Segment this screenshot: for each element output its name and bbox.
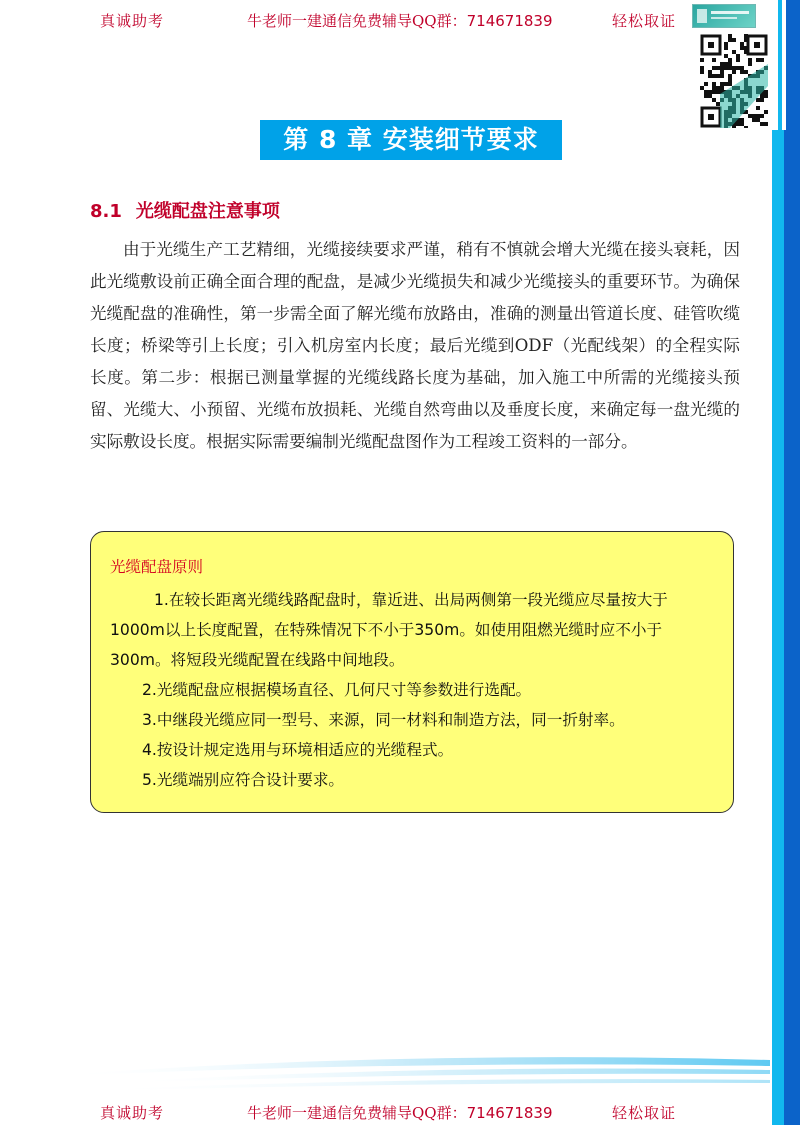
- principle-item-3: 3.中继段光缆应同一型号、来源，同一材料和制造方法，同一折射率。: [142, 711, 625, 729]
- swoosh-decoration: [0, 1030, 770, 1100]
- principle-item-2: 2.光缆配盘应根据模场直径、几何尺寸等参数进行选配。: [142, 681, 532, 699]
- principles-list: [110, 585, 716, 795]
- section-heading: [90, 197, 280, 223]
- section-title-text: 光缆配盘注意事项: [135, 201, 280, 222]
- stripe-dark: [784, 130, 800, 1125]
- page-header: [0, 4, 780, 34]
- logo-badge-icon: [692, 4, 756, 28]
- header-right-text: 轻松取证: [612, 12, 677, 30]
- stripe-light: [772, 130, 784, 1125]
- stripe-dark-top: [786, 0, 800, 130]
- footer-left-text: 真诚助考: [100, 1104, 165, 1122]
- footer-middle-text: 牛老师一建通信免费辅导QQ群：: [247, 1104, 467, 1122]
- header-qq-number: 714671839: [466, 12, 553, 30]
- principle-item-5: 5.光缆端别应符合设计要求。: [142, 771, 345, 789]
- header-middle: [247, 10, 553, 31]
- section-number: 8.1: [90, 201, 122, 222]
- chapter-title: 第 8 章 安装细节要求: [260, 120, 562, 160]
- principle-item-1: 1.在较长距离光缆线路配盘时，靠近进、出局两侧第一段光缆应尽量按大于1000m以上长度配置，在特殊情况下不小于350m。如使用阻燃光缆时应不小于300m。将短段光缆配置在线路中间地段。: [110, 591, 668, 669]
- page-footer: [0, 1096, 780, 1126]
- footer-middle: [247, 1102, 553, 1123]
- qr-code-icon: [700, 34, 768, 128]
- body-paragraph: 由于光缆生产工艺精细，光缆接续要求严谨，稍有不慎就会增大光缆在接头衰耗，因此光缆敷设前正确全面合理的配盘，是减少光缆损失和减少光缆接头的重要环节。为确保光缆配盘的准确性，第一步需全面了解光缆布放路由，准确的测量出管道长度、硅管吹缆长度；桥梁等引上长度；引入机房室内长度；最后光缆到ODF（光配线架）的全程实际长度。第二步：根据已测量掌握的光缆线路长度为基础，加入施工中所需的光缆接头预留、光缆大、小预留、光缆布放损耗、光缆自然弯曲以及垂度长度，来确定每一盘光缆的实际敷设长度。根据实际需要编制光缆配盘图作为工程竣工资料的一部分。: [90, 240, 740, 451]
- principles-box-title: 光缆配盘原则: [110, 558, 204, 576]
- header-middle-text: 牛老师一建通信免费辅导QQ群：: [247, 12, 467, 30]
- header-left-text: 真诚助考: [100, 12, 165, 30]
- principle-item-4: 4.按设计规定选用与环境相适应的光缆程式。: [142, 741, 454, 759]
- footer-qq-number: 714671839: [466, 1104, 553, 1122]
- footer-right-text: 轻松取证: [612, 1104, 677, 1122]
